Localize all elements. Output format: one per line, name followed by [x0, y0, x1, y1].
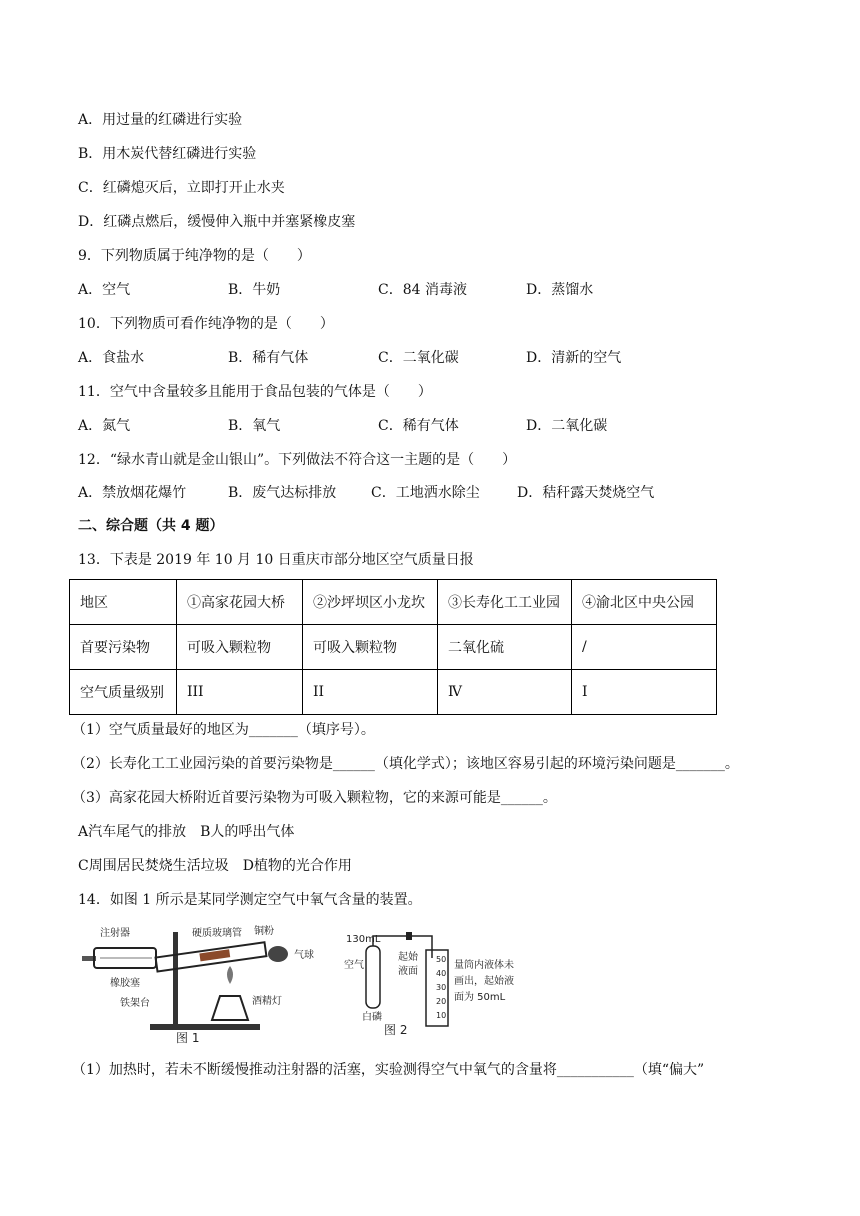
q12-option-b: B．废气达标排放 [228, 485, 337, 501]
q11-stem: 11．空气中含量较多且能用于食品包装的气体是（ ） [78, 384, 432, 400]
q8-option-b: B．用木炭代替红磷进行实验 [78, 146, 257, 162]
scale-tick-label: 20 [436, 997, 447, 1006]
scale-tick-label: 30 [436, 983, 447, 992]
q13-stem: 13．下表是 2019 年 10 月 10 日重庆市部分地区空气质量日报 [78, 552, 474, 568]
q13-sub1: （1）空气质量最好的地区为_______（填序号）。 [72, 722, 375, 738]
table-cell: 二氧化硫 [438, 625, 572, 670]
alcohol-lamp [212, 996, 248, 1020]
q10-stem: 10．下列物质可看作纯净物的是（ ） [78, 316, 334, 332]
q9-option-b: B．牛奶 [228, 282, 281, 298]
table-cell: ①高家花园大桥 [177, 580, 303, 625]
table-row [70, 625, 717, 670]
q9-option-d: D．蒸馏水 [526, 282, 594, 298]
table-row [70, 670, 717, 715]
fig2-note-line: 面为 50mL [454, 992, 506, 1003]
air-quality-table [69, 579, 717, 715]
scale-tick-label: 40 [436, 969, 447, 978]
table-cell: 空气质量级别 [70, 670, 177, 715]
fig1-label-lamp: 酒精灯 [252, 996, 282, 1007]
table-cell: I [572, 670, 717, 715]
fig1-label-stand: 铁架台 [120, 998, 150, 1009]
q9-option-c: C．84 消毒液 [378, 282, 467, 298]
fig2-label-level: 液面 [398, 966, 418, 977]
table-cell: ③长寿化工工业园 [438, 580, 572, 625]
table-cell: / [572, 625, 717, 670]
q8-option-a: A．用过量的红磷进行实验 [78, 112, 243, 128]
fig1-label-stopper: 橡胶塞 [110, 978, 140, 989]
flame [227, 966, 233, 984]
fig2-label-white-phosphorus: 白磷 [362, 1012, 382, 1023]
balloon [268, 946, 288, 962]
table-cell: ④渝北区中央公园 [572, 580, 717, 625]
table-cell: Ⅳ [438, 670, 572, 715]
q14-sub1: （1）加热时，若未不断缓慢推动注射器的活塞，实验测得空气中氧气的含量将___________（填“偏大” [72, 1062, 705, 1078]
fig1-label-glass-tube: 硬质玻璃管 [192, 928, 242, 939]
section-title: 二、综合题（共 4 题） [78, 518, 224, 534]
q13-sub3: （3）高家花园大桥附近首要污染物为可吸入颗粒物，它的来源可能是______。 [72, 790, 557, 806]
q9-options [78, 280, 593, 300]
q12-stem: 12．“绿水青山就是金山银山”。下列做法不符合这一主题的是（ ） [78, 452, 517, 468]
table-cell: 首要污染物 [70, 625, 177, 670]
fig2-note-line: 画出，起始液 [454, 976, 514, 987]
scale-tick-label: 10 [436, 1011, 447, 1020]
q12-option-a: A．禁放烟花爆竹 [78, 485, 187, 501]
fig2-label-start: 起始 [398, 952, 418, 963]
stand-rod [173, 932, 178, 1030]
q10-option-b: B．稀有气体 [228, 350, 309, 366]
figure-1-apparatus [80, 924, 330, 1046]
q12-options [78, 483, 654, 503]
fig1-label-syringe: 注射器 [100, 928, 130, 939]
q8-option-c: C．红磷熄灭后，立即打开止水夹 [78, 180, 285, 196]
test-tube [366, 946, 380, 1008]
q10-option-d: D．清新的空气 [526, 350, 622, 366]
stand-base [150, 1024, 260, 1030]
q13-choices-cd: C周围居民焚烧生活垃圾 D植物的光合作用 [78, 858, 352, 874]
figure-2-apparatus [340, 928, 540, 1038]
q9-option-a: A．空气 [78, 282, 131, 298]
table-row [70, 580, 717, 625]
fig2-caption: 图 2 [384, 1023, 408, 1037]
q11-option-d: D．二氧化碳 [526, 418, 608, 434]
q11-option-a: A．氮气 [78, 418, 131, 434]
fig2-note-line: 量筒内液体未 [454, 960, 514, 971]
scale-tick-label: 50 [436, 955, 447, 964]
q13-choices-ab: A汽车尾气的排放 B人的呼出气体 [78, 824, 295, 840]
fig1-label-balloon: 气球 [294, 950, 314, 961]
q9-stem: 9．下列物质属于纯净物的是（ ） [78, 248, 311, 264]
q12-option-c: C．工地洒水除尘 [371, 485, 480, 501]
q11-options [78, 416, 607, 436]
q11-option-c: C．稀有气体 [378, 418, 459, 434]
q12-option-d: D．秸秆露天焚烧空气 [517, 485, 655, 501]
q10-option-a: A．食盐水 [78, 350, 145, 366]
table-cell: 地区 [70, 580, 177, 625]
q8-option-d: D．红磷点燃后，缓慢伸入瓶中并塞紧橡皮塞 [78, 214, 356, 230]
fig2-label-130ml: 130mL [346, 934, 381, 945]
table-cell: II [303, 670, 438, 715]
fig1-caption: 图 1 [176, 1031, 200, 1045]
fig2-label-air: 空气 [344, 960, 364, 971]
clamp [406, 932, 412, 940]
table-cell: 可吸入颗粒物 [177, 625, 303, 670]
q11-option-b: B．氧气 [228, 418, 281, 434]
fig1-label-copper: 铜粉 [254, 926, 274, 937]
q10-options [78, 348, 621, 368]
table-cell: ②沙坪坝区小龙坎 [303, 580, 438, 625]
table-cell: 可吸入颗粒物 [303, 625, 438, 670]
q13-sub2: （2）长寿化工工业园污染的首要污染物是______（填化学式）；该地区容易引起的环境污染问题是_______。 [72, 756, 739, 772]
q10-option-c: C．二氧化碳 [378, 350, 459, 366]
table-cell: III [177, 670, 303, 715]
q14-stem: 14．如图 1 所示是某同学测定空气中氧气含量的装置。 [78, 892, 422, 908]
